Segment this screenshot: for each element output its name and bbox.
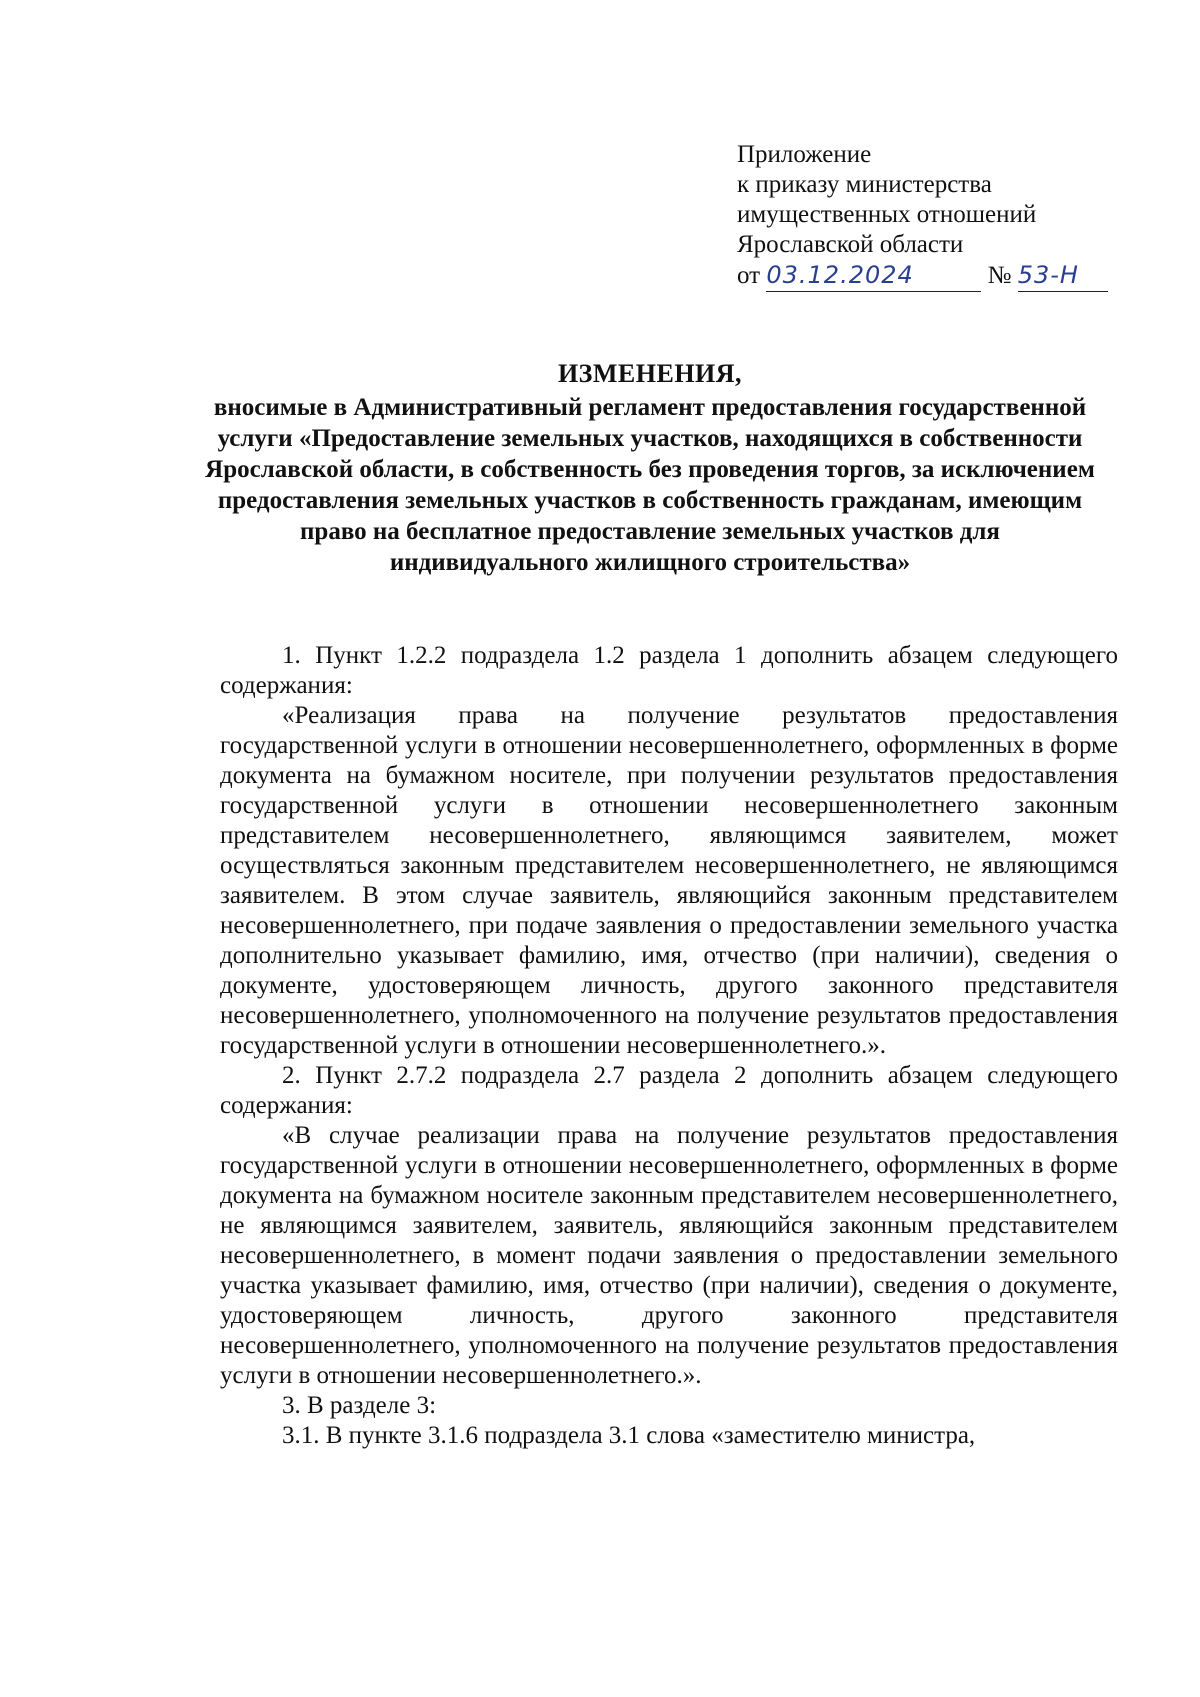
appendix-date-line bbox=[737, 260, 1108, 292]
title-heading: ИЗМЕНЕНИЯ, bbox=[557, 359, 743, 388]
date-prefix: от bbox=[737, 262, 761, 289]
appendix-line-2: к приказу министерства bbox=[737, 171, 992, 198]
appendix-line-1: Приложение bbox=[737, 141, 872, 168]
paragraph-5: 3. В разделе 3: bbox=[282, 1392, 437, 1419]
appendix-header bbox=[737, 140, 1108, 292]
appendix-line-4: Ярославской области bbox=[737, 231, 964, 258]
paragraph-6: 3.1. В пункте 3.1.6 подраздела 3.1 слова «заместителю министра, bbox=[282, 1422, 976, 1449]
document-title bbox=[200, 358, 1100, 578]
date-field bbox=[766, 260, 981, 292]
number-prefix: № bbox=[987, 262, 1012, 289]
handwritten-date: 03.12.2024 bbox=[766, 261, 914, 289]
number-field bbox=[1018, 260, 1108, 292]
appendix-line-3: имущественных отношений bbox=[737, 201, 1037, 228]
paragraph-2: «Реализация права на получение результатов предоставления государственной услуги в отношении несовершеннолетнего, оформленных в форме документа на бумажном носителе, при получении результатов предоставления государственной услуги в отношении несовершеннолетнего законным представителем несовершеннолетнего, являющимся заявителем, может осуществляться законным представителем несовершеннолетнего, не являющимся заявителем. В этом случае заявитель, являющийся законным представителем несовершеннолетнего, при подаче заявления о предоставлении земельного участка дополнительно указывает фамилию, имя, отчество (при наличии), сведения о документе, удостоверяющем личность, другого законного представителя несовершеннолетнего, уполномоченного на получение результатов предоставления государственной услуги в отношении несовершеннолетнего.». bbox=[220, 702, 1118, 1059]
handwritten-number: 53-Н bbox=[1017, 261, 1079, 289]
document-body bbox=[220, 641, 1118, 1451]
title-subtitle: вносимые в Административный регламент предоставления государственной услуги «Предоставление земельных участков, находящихся в собственности Ярославской области, в собственность без проведения торгов, за исключением предоставления земельных участков в собственность гражданам, имеющим право на бесплатное предоставление земельных участков для индивидуального жилищного строительства» bbox=[205, 394, 1095, 576]
paragraph-3: 2. Пункт 2.7.2 подраздела 2.7 раздела 2 дополнить абзацем следующего содержания: bbox=[220, 1062, 1118, 1119]
paragraph-1: 1. Пункт 1.2.2 подраздела 1.2 раздела 1 дополнить абзацем следующего содержания: bbox=[220, 642, 1118, 699]
paragraph-4: «В случае реализации права на получение результатов предоставления государственной услуги в отношении несовершеннолетнего, оформленных в форме документа на бумажном носителе законным представителем несовершеннолетнего, не являющимся заявителем, заявитель, являющийся законным представителем несовершеннолетнего, в момент подачи заявления о предоставлении земельного участка указывает фамилию, имя, отчество (при наличии), сведения о документе, удостоверяющем личность, другого законного представителя несовершеннолетнего, уполномоченного на получение результатов предоставления услуги в отношении несовершеннолетнего.». bbox=[220, 1122, 1118, 1389]
